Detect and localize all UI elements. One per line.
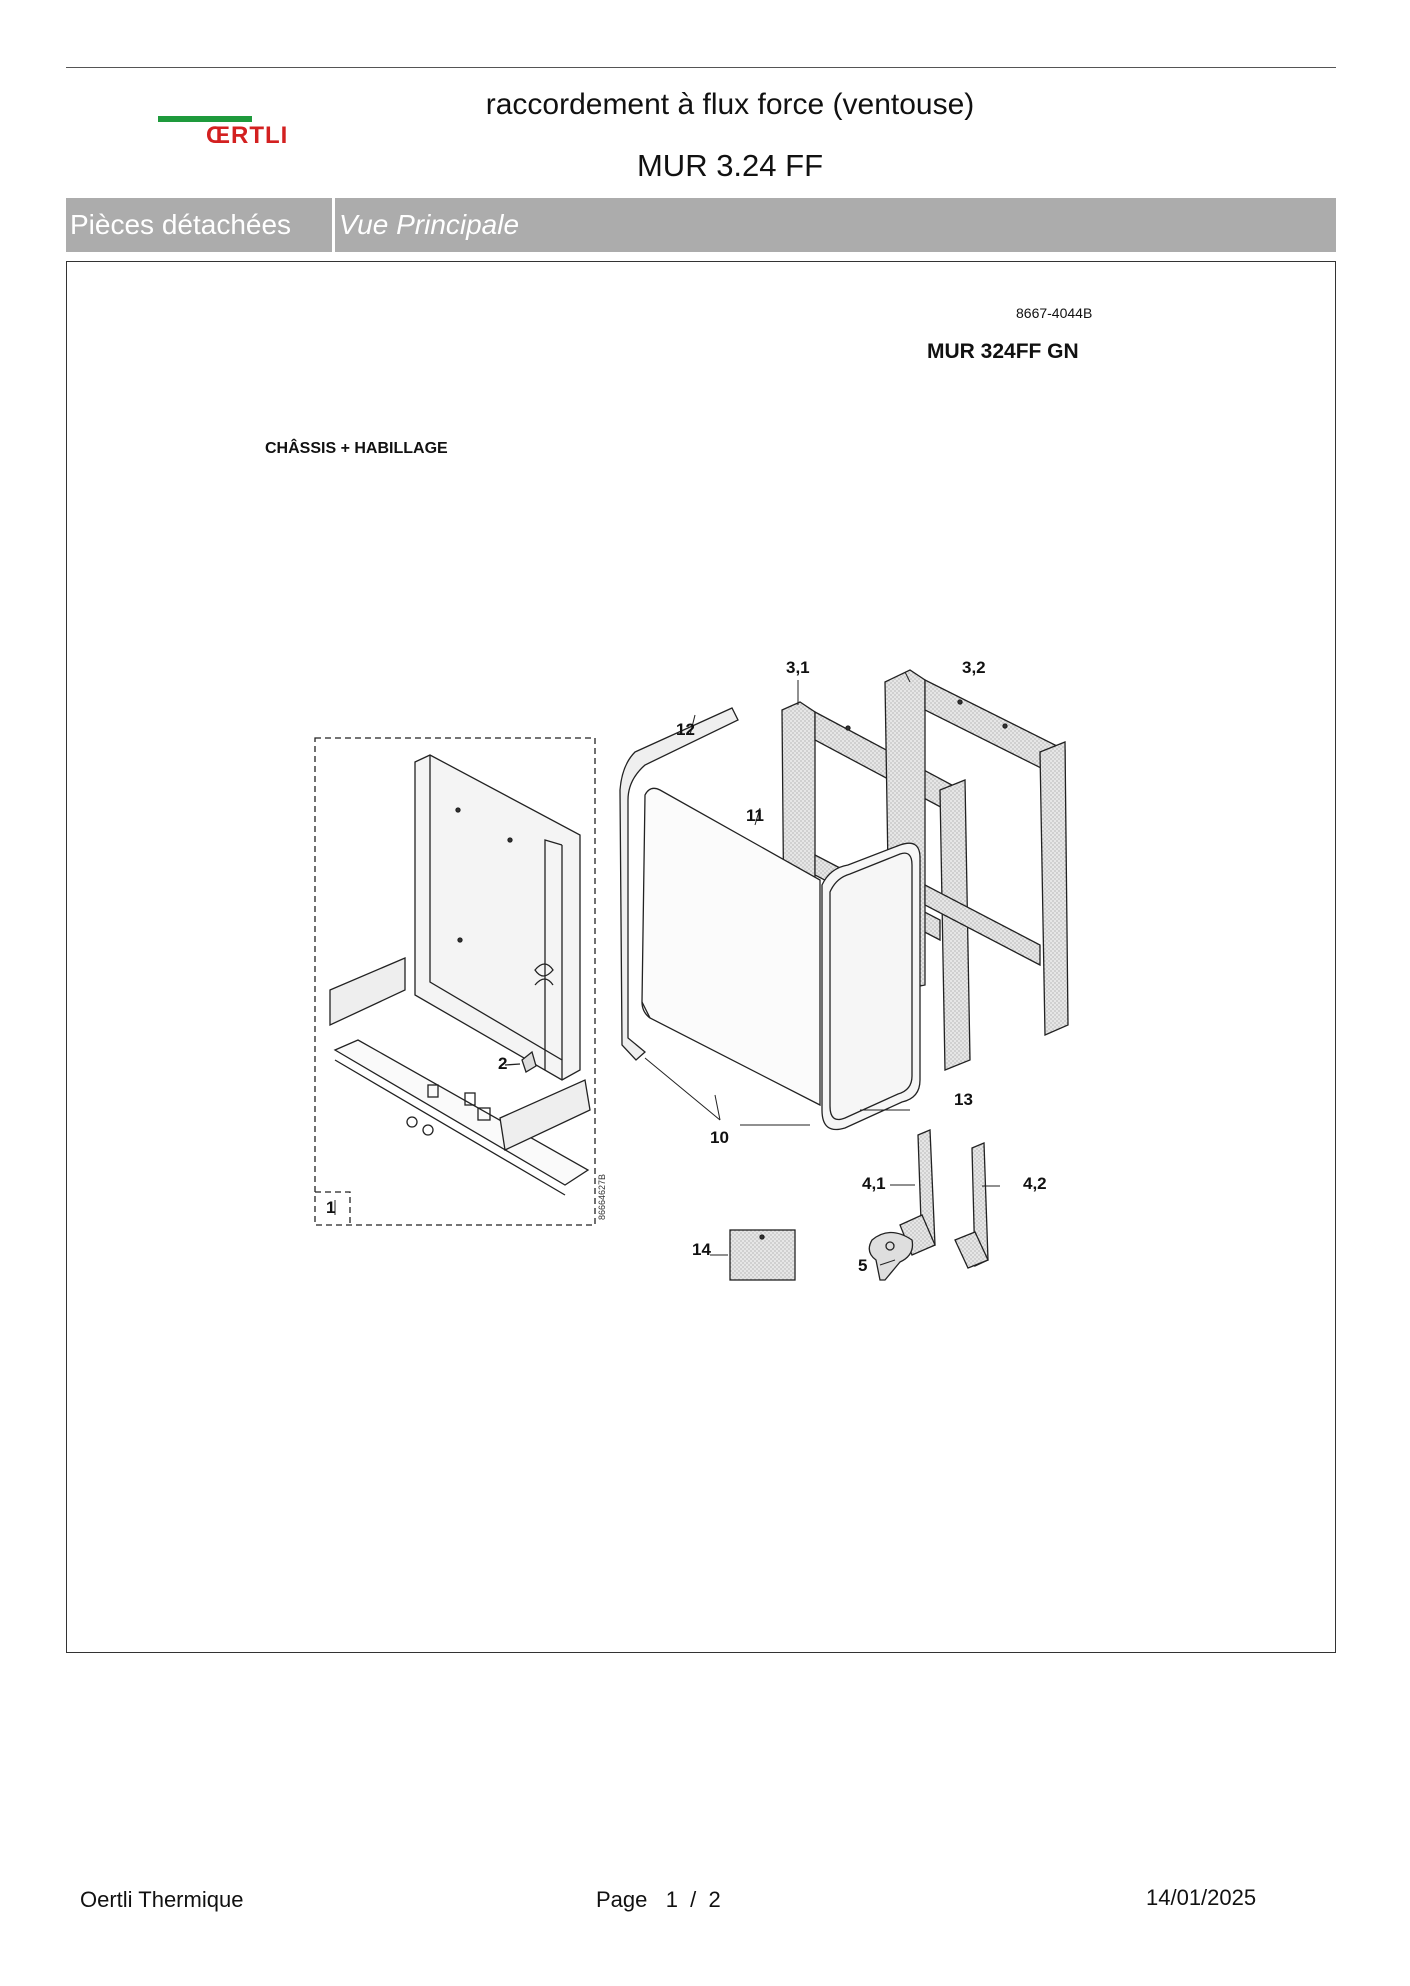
diagram-title: MUR 324FF GN [927,340,1079,363]
header-rule [66,67,1336,68]
callout-11: 11 [746,806,764,825]
diagram-ref-code: 8667-4044B [1016,305,1093,321]
section-tabbar [66,198,1336,252]
callout-14: 14 [692,1240,711,1259]
oertli-logo [158,112,308,152]
exploded-view-drawing [300,640,1100,1290]
chassis-assembly [315,738,595,1225]
callout-3-2: 3,2 [962,658,986,677]
label-plate-part-14 [730,1230,795,1280]
document-title: raccordement à flux force (ventouse) [485,88,975,121]
callout-10: 10 [710,1128,729,1147]
logo-wordmark: ŒRTLI [206,122,289,149]
tab-main-view[interactable]: Vue Principale [335,198,1336,252]
callout-2: 2 [498,1054,508,1073]
callout-12: 12 [676,720,695,739]
callout-4-1: 4,1 [862,1174,886,1193]
callout-3-1: 3,1 [786,658,810,677]
footer-page-number: Page 1 / 2 [596,1887,721,1912]
tab-spare-parts[interactable]: Pièces détachées [66,198,332,252]
fitting-part-5 [869,1233,912,1281]
callout-4-2: 4,2 [1023,1174,1047,1193]
callout-5: 5 [858,1256,868,1275]
callout-1: 1 [326,1198,336,1217]
side-code: 86664627B [597,1173,607,1220]
housing-part-13 [822,843,920,1129]
footer-company: Oertli Thermique [80,1887,244,1912]
bracket-part-4-2 [955,1143,988,1268]
diagram-section-label: CHÂSSIS + HABILLAGE [265,440,448,457]
document-model: MUR 3.24 FF [636,148,824,183]
callout-13: 13 [954,1090,973,1109]
footer-date: 14/01/2025 [1146,1885,1257,1910]
